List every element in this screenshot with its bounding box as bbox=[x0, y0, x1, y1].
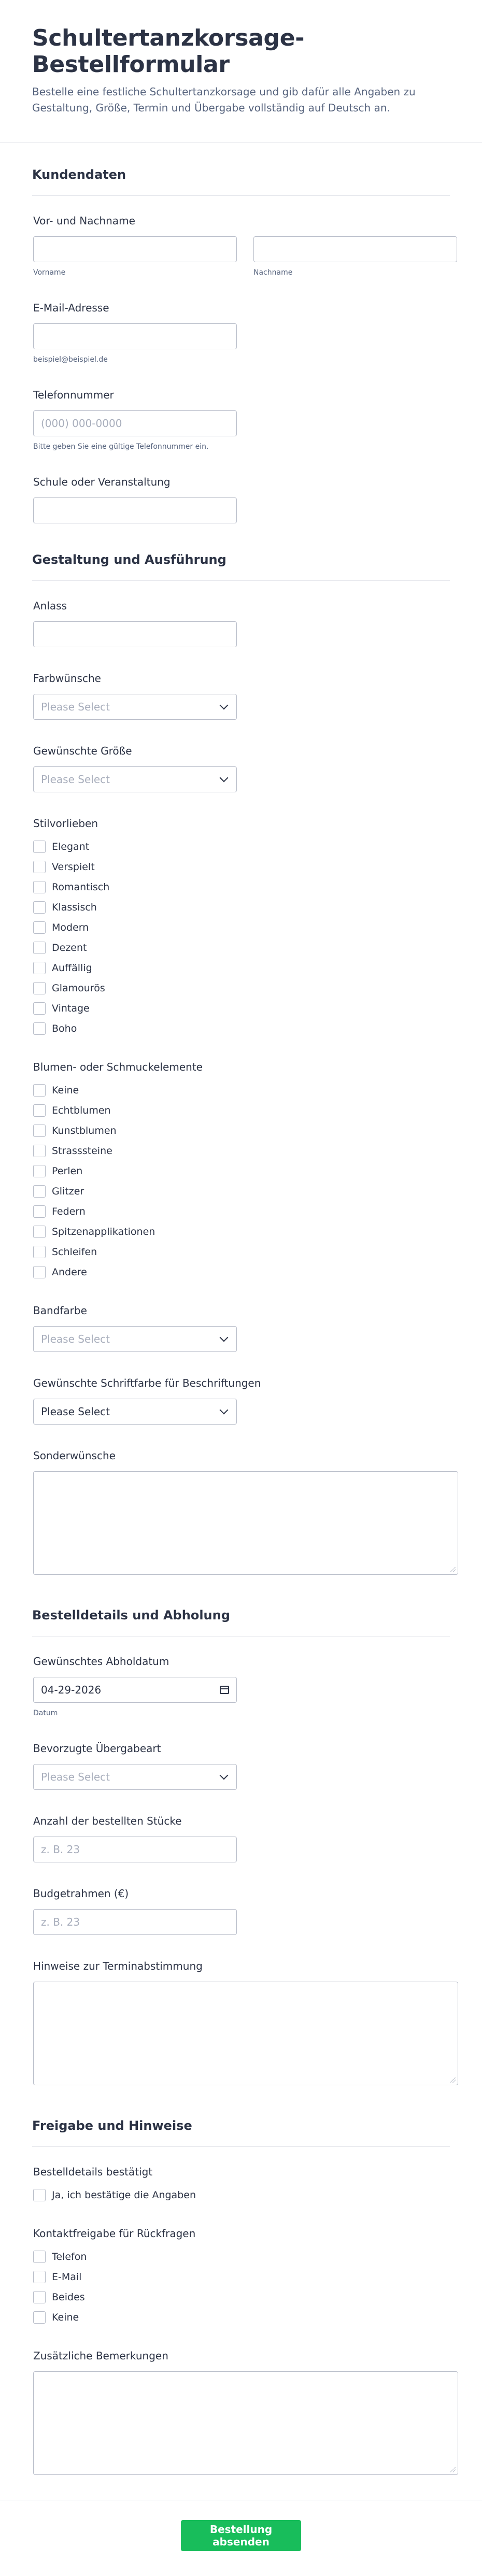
handover-label: Bevorzugte Übergabeart bbox=[33, 1742, 161, 1755]
handover-select-value: Please Select bbox=[41, 1771, 110, 1783]
option-label: Perlen bbox=[52, 1165, 83, 1177]
special-textarea[interactable] bbox=[33, 1471, 458, 1575]
option-label: Beides bbox=[52, 2291, 85, 2303]
option-label: Glitzer bbox=[52, 1185, 84, 1197]
date-input[interactable] bbox=[33, 1677, 237, 1703]
calendar-icon[interactable] bbox=[220, 1686, 229, 1694]
form-title: Schultertanzkorsage-Bestellformular bbox=[32, 25, 305, 78]
option-label: Klassisch bbox=[52, 901, 97, 913]
font-color-select[interactable] bbox=[33, 1399, 237, 1425]
confirm-option[interactable] bbox=[33, 2187, 450, 2202]
contact-option[interactable] bbox=[33, 2249, 450, 2264]
option-label: Glamourös bbox=[52, 982, 105, 994]
option-label: Andere bbox=[52, 1266, 87, 1278]
flower-option[interactable] bbox=[33, 1244, 450, 1259]
flower-option[interactable] bbox=[33, 1184, 450, 1199]
font-color-label: Gewünschte Schriftfarbe für Beschriftungen bbox=[33, 1377, 261, 1389]
flower-option[interactable] bbox=[33, 1103, 450, 1118]
size-select[interactable] bbox=[33, 766, 237, 792]
checkbox[interactable] bbox=[33, 1205, 46, 1218]
chevron-down-icon bbox=[220, 774, 229, 782]
resize-handle-icon[interactable] bbox=[450, 2077, 456, 2083]
flowers-field bbox=[32, 1061, 450, 1304]
occasion-label: Anlass bbox=[33, 600, 67, 612]
budget-label: Budgetrahmen (€) bbox=[33, 1887, 129, 1900]
phone-field bbox=[32, 389, 450, 476]
confirm-field bbox=[32, 2166, 450, 2227]
section-heading bbox=[32, 2110, 450, 2147]
checkbox[interactable] bbox=[33, 861, 46, 873]
flower-option[interactable] bbox=[33, 1163, 450, 1178]
checkbox[interactable] bbox=[33, 1145, 46, 1157]
section-heading bbox=[32, 143, 450, 196]
special-field bbox=[32, 1449, 450, 1600]
style-option[interactable] bbox=[33, 879, 450, 894]
option-label: Spitzenapplikationen bbox=[52, 1226, 155, 1237]
checkbox[interactable] bbox=[33, 1185, 46, 1198]
date-field bbox=[32, 1655, 450, 1742]
style-option[interactable] bbox=[33, 960, 450, 975]
resize-handle-icon[interactable] bbox=[450, 2467, 456, 2472]
last-name-sublabel: Nachname bbox=[253, 268, 293, 277]
submit-button[interactable]: Bestellung absenden bbox=[181, 2520, 301, 2551]
option-label: Keine bbox=[52, 2311, 79, 2323]
email-input[interactable] bbox=[33, 323, 237, 349]
option-label: Schleifen bbox=[52, 1246, 97, 1258]
size-select-value: Please Select bbox=[41, 773, 110, 786]
option-label: Telefon bbox=[52, 2251, 87, 2262]
date-label: Gewünschtes Abholdatum bbox=[33, 1655, 169, 1668]
checkbox[interactable] bbox=[33, 1226, 46, 1238]
notes-textarea[interactable] bbox=[33, 1982, 458, 2085]
handover-select[interactable] bbox=[33, 1764, 237, 1790]
option-label: Verspielt bbox=[52, 861, 95, 873]
checkbox[interactable] bbox=[33, 2251, 46, 2263]
resize-handle-icon[interactable] bbox=[450, 1567, 456, 1572]
option-label: Modern bbox=[52, 921, 89, 933]
color-label: Farbwünsche bbox=[33, 672, 101, 685]
checkbox[interactable] bbox=[33, 2311, 46, 2324]
ribbon-label: Bandfarbe bbox=[33, 1304, 87, 1317]
ribbon-select-value: Please Select bbox=[41, 1333, 110, 1345]
style-option[interactable] bbox=[33, 1001, 450, 1016]
occasion-input[interactable] bbox=[33, 621, 237, 647]
section-order bbox=[0, 1600, 482, 2110]
section-title-design: Gestaltung und Ausführung bbox=[32, 552, 226, 567]
email-field bbox=[32, 302, 450, 389]
form-description: Bestelle eine festliche Schultertanzkorsage und gib dafür alle Angaben zu Gestaltung, Größe, Termin und Übergabe vollständig auf Deutsch an. bbox=[32, 86, 416, 114]
checkbox[interactable] bbox=[33, 962, 46, 974]
checkbox[interactable] bbox=[33, 2189, 46, 2201]
style-option[interactable] bbox=[33, 920, 450, 935]
email-sublabel: beispiel@beispiel.de bbox=[33, 355, 108, 364]
checkbox[interactable] bbox=[33, 1165, 46, 1177]
handover-field bbox=[32, 1742, 450, 1815]
checkbox[interactable] bbox=[33, 881, 46, 893]
section-design bbox=[0, 548, 482, 1600]
chevron-down-icon bbox=[220, 701, 229, 710]
quantity-label: Anzahl der bestellten Stücke bbox=[33, 1815, 182, 1827]
section-heading bbox=[32, 1600, 450, 1636]
checkbox[interactable] bbox=[33, 1002, 46, 1015]
first-name-input[interactable] bbox=[33, 236, 237, 262]
school-input[interactable] bbox=[33, 497, 237, 523]
style-field bbox=[32, 817, 450, 1061]
remarks-label: Zusätzliche Bemerkungen bbox=[33, 2350, 168, 2362]
option-label: Federn bbox=[52, 1205, 86, 1217]
color-select-value: Please Select bbox=[41, 701, 110, 713]
phone-input[interactable] bbox=[33, 410, 237, 436]
style-option[interactable] bbox=[33, 900, 450, 915]
school-field bbox=[32, 476, 450, 548]
flower-option[interactable] bbox=[33, 1143, 450, 1158]
option-label: Dezent bbox=[52, 942, 87, 953]
email-label: E-Mail-Adresse bbox=[33, 302, 109, 314]
contact-label: Kontaktfreigabe für Rückfragen bbox=[33, 2227, 196, 2240]
checkbox[interactable] bbox=[33, 1022, 46, 1035]
name-field bbox=[32, 215, 450, 302]
ribbon-field bbox=[32, 1304, 450, 1377]
notes-label: Hinweise zur Terminabstimmung bbox=[33, 1960, 203, 1972]
name-label: Vor- und Nachname bbox=[33, 215, 135, 227]
option-label: Echtblumen bbox=[52, 1104, 111, 1116]
date-value: 04-29-2026 bbox=[41, 1684, 102, 1696]
contact-option[interactable] bbox=[33, 2269, 450, 2284]
form-header bbox=[0, 0, 482, 143]
flowers-label: Blumen- oder Schmuckelemente bbox=[33, 1061, 203, 1073]
chevron-down-icon bbox=[220, 1333, 229, 1342]
option-label: E-Mail bbox=[52, 2271, 82, 2283]
checkbox[interactable] bbox=[33, 841, 46, 853]
occasion-field bbox=[32, 600, 450, 672]
checkbox[interactable] bbox=[33, 2291, 46, 2303]
checkbox[interactable] bbox=[33, 1266, 46, 1278]
font-color-field bbox=[32, 1377, 450, 1449]
checkbox[interactable] bbox=[33, 1125, 46, 1137]
checkbox[interactable] bbox=[33, 1084, 46, 1097]
checkbox[interactable] bbox=[33, 2271, 46, 2283]
section-title-order: Bestelldetails und Abholung bbox=[32, 1608, 230, 1623]
style-option[interactable] bbox=[33, 1021, 450, 1036]
option-label: Auffällig bbox=[52, 962, 92, 974]
option-label: Strasssteine bbox=[52, 1145, 112, 1157]
checkbox[interactable] bbox=[33, 921, 46, 934]
flowers-options bbox=[33, 1083, 450, 1279]
first-name-sublabel: Vorname bbox=[33, 268, 66, 277]
ribbon-select[interactable] bbox=[33, 1326, 237, 1352]
option-label: Boho bbox=[52, 1022, 77, 1034]
color-select[interactable] bbox=[33, 694, 237, 720]
contact-option[interactable] bbox=[33, 2289, 450, 2304]
style-option[interactable] bbox=[33, 940, 450, 955]
checkbox[interactable] bbox=[33, 982, 46, 994]
flower-option[interactable] bbox=[33, 1083, 450, 1098]
size-field bbox=[32, 745, 450, 817]
flower-option[interactable] bbox=[33, 1204, 450, 1219]
font-color-select-value: Please Select bbox=[41, 1405, 110, 1418]
style-label: Stilvorlieben bbox=[33, 817, 98, 830]
section-customer bbox=[0, 143, 482, 548]
phone-sublabel: Bitte geben Sie eine gültige Telefonnummer ein. bbox=[33, 443, 209, 451]
checkbox[interactable] bbox=[33, 1104, 46, 1117]
contact-option[interactable] bbox=[33, 2310, 450, 2325]
remarks-textarea[interactable] bbox=[33, 2371, 458, 2475]
checkbox[interactable] bbox=[33, 901, 46, 914]
section-title-release: Freigabe und Hinweise bbox=[32, 2118, 192, 2133]
special-label: Sonderwünsche bbox=[33, 1449, 116, 1462]
budget-input[interactable] bbox=[33, 1909, 237, 1935]
option-label: Kunstblumen bbox=[52, 1125, 117, 1136]
remarks-field bbox=[32, 2350, 450, 2500]
size-label: Gewünschte Größe bbox=[33, 745, 132, 757]
notes-field bbox=[32, 1960, 450, 2110]
style-option[interactable] bbox=[33, 859, 450, 874]
style-option[interactable] bbox=[33, 980, 450, 995]
quantity-field bbox=[32, 1815, 450, 1887]
flower-option[interactable] bbox=[33, 1123, 450, 1138]
confirm-label: Bestelldetails bestätigt bbox=[33, 2166, 153, 2178]
chevron-down-icon bbox=[220, 1406, 229, 1415]
section-release bbox=[0, 2110, 482, 2500]
style-option[interactable] bbox=[33, 839, 450, 854]
school-label: Schule oder Veranstaltung bbox=[33, 476, 171, 488]
option-label: Ja, ich bestätige die Angaben bbox=[52, 2189, 196, 2201]
form-footer bbox=[0, 2500, 482, 2576]
flower-option[interactable] bbox=[33, 1264, 450, 1279]
flower-option[interactable] bbox=[33, 1224, 450, 1239]
option-label: Romantisch bbox=[52, 881, 110, 893]
date-sublabel: Datum bbox=[33, 1709, 58, 1717]
section-heading bbox=[32, 548, 450, 581]
checkbox[interactable] bbox=[33, 1246, 46, 1258]
chevron-down-icon bbox=[220, 1771, 229, 1780]
last-name-input[interactable] bbox=[253, 236, 457, 262]
option-label: Keine bbox=[52, 1084, 79, 1096]
option-label: Elegant bbox=[52, 841, 90, 852]
checkbox[interactable] bbox=[33, 942, 46, 954]
color-field bbox=[32, 672, 450, 745]
option-label: Vintage bbox=[52, 1002, 90, 1014]
phone-label: Telefonnummer bbox=[33, 389, 114, 401]
budget-field bbox=[32, 1887, 450, 1960]
quantity-input[interactable] bbox=[33, 1837, 237, 1862]
section-title-customer: Kundendaten bbox=[32, 167, 126, 182]
style-options bbox=[33, 839, 450, 1036]
contact-field bbox=[32, 2227, 450, 2350]
